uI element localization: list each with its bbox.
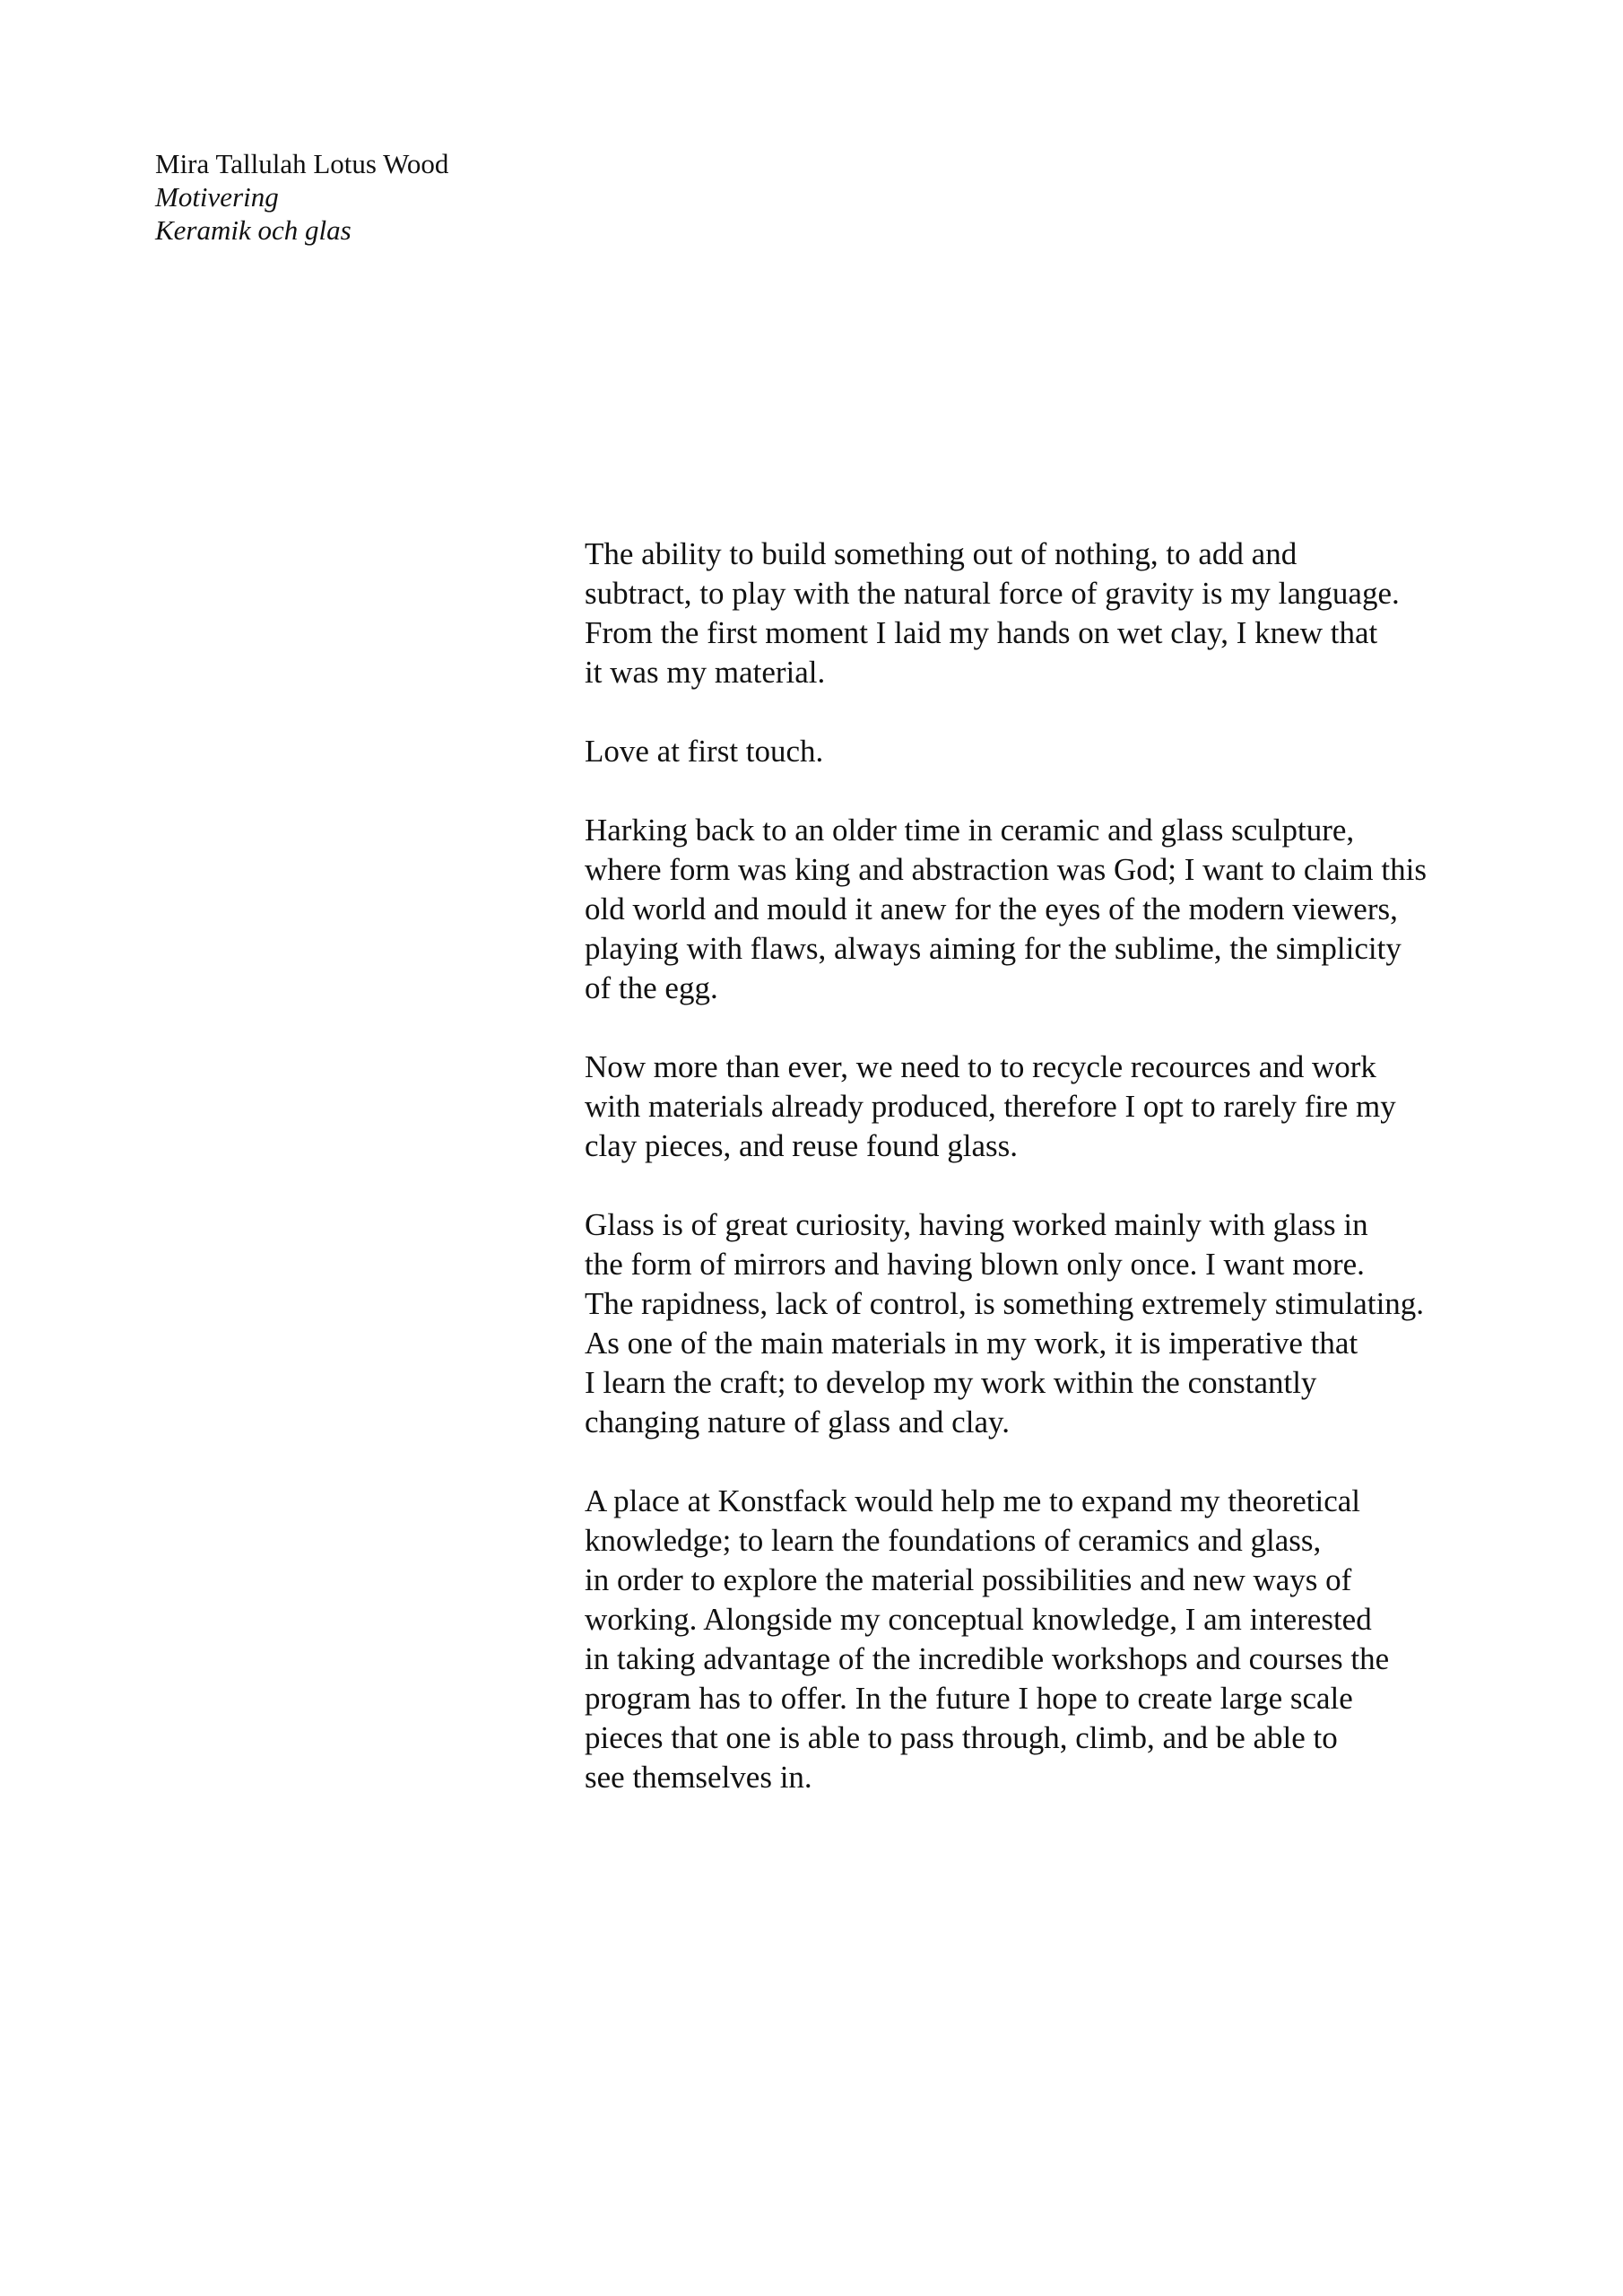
letter-body (585, 535, 1589, 1837)
text-line: A place at Konstfack would help me to expand my theoretical (585, 1483, 1361, 1518)
text-line: it was my material. (585, 655, 826, 690)
paragraph-2 (585, 732, 1589, 771)
text-line: subtract, to play with the natural force of gravity is my language. (585, 576, 1400, 611)
text-line: Love at first touch. (585, 734, 824, 769)
text-line: playing with flaws, always aiming for the sublime, the simplicity (585, 931, 1402, 966)
text-line: in order to explore the material possibilities and new ways of (585, 1562, 1352, 1597)
text-line: working. Alongside my conceptual knowledge, I am interested (585, 1602, 1372, 1637)
text-line: Now more than ever, we need to to recycle recources and work (585, 1049, 1376, 1084)
text-line: The ability to build something out of nothing, to add and (585, 536, 1298, 571)
text-line: where form was king and abstraction was God; I want to claim this (585, 852, 1427, 887)
text-line: From the first moment I laid my hands on wet clay, I knew that (585, 615, 1378, 650)
paragraph-6 (585, 1482, 1589, 1797)
text-line: The rapidness, lack of control, is something extremely stimulating. (585, 1286, 1425, 1321)
text-line: knowledge; to learn the foundations of ceramics and glass, (585, 1523, 1322, 1558)
text-line: in taking advantage of the incredible workshops and courses the (585, 1641, 1390, 1676)
paragraph-3 (585, 811, 1589, 1008)
text-line: the form of mirrors and having blown only once. I want more. (585, 1247, 1365, 1282)
text-line: I learn the craft; to develop my work within the constantly (585, 1365, 1317, 1400)
paragraph-5 (585, 1205, 1589, 1442)
text-line: Glass is of great curiosity, having worked mainly with glass in (585, 1207, 1368, 1242)
document-header (155, 147, 448, 247)
text-line: with materials already produced, therefore I opt to rarely fire my (585, 1089, 1396, 1124)
text-line: old world and mould it anew for the eyes of the modern viewers, (585, 891, 1398, 926)
text-line: program has to offer. In the future I hope to create large scale (585, 1681, 1353, 1716)
text-line: of the egg. (585, 970, 718, 1005)
text-line: As one of the main materials in my work, it is imperative that (585, 1326, 1358, 1361)
text-line: pieces that one is able to pass through, climb, and be able to (585, 1720, 1338, 1755)
author-name: Mira Tallulah Lotus Wood (155, 148, 449, 179)
text-line: Harking back to an older time in ceramic and glass sculpture, (585, 813, 1355, 848)
text-line: see themselves in. (585, 1760, 812, 1795)
paragraph-4 (585, 1048, 1589, 1166)
text-line: changing nature of glass and clay. (585, 1405, 1010, 1439)
text-line: clay pieces, and reuse found glass. (585, 1128, 1019, 1163)
program-name: Keramik och glas (155, 214, 352, 246)
document-type: Motivering (155, 181, 279, 213)
paragraph-1 (585, 535, 1589, 692)
